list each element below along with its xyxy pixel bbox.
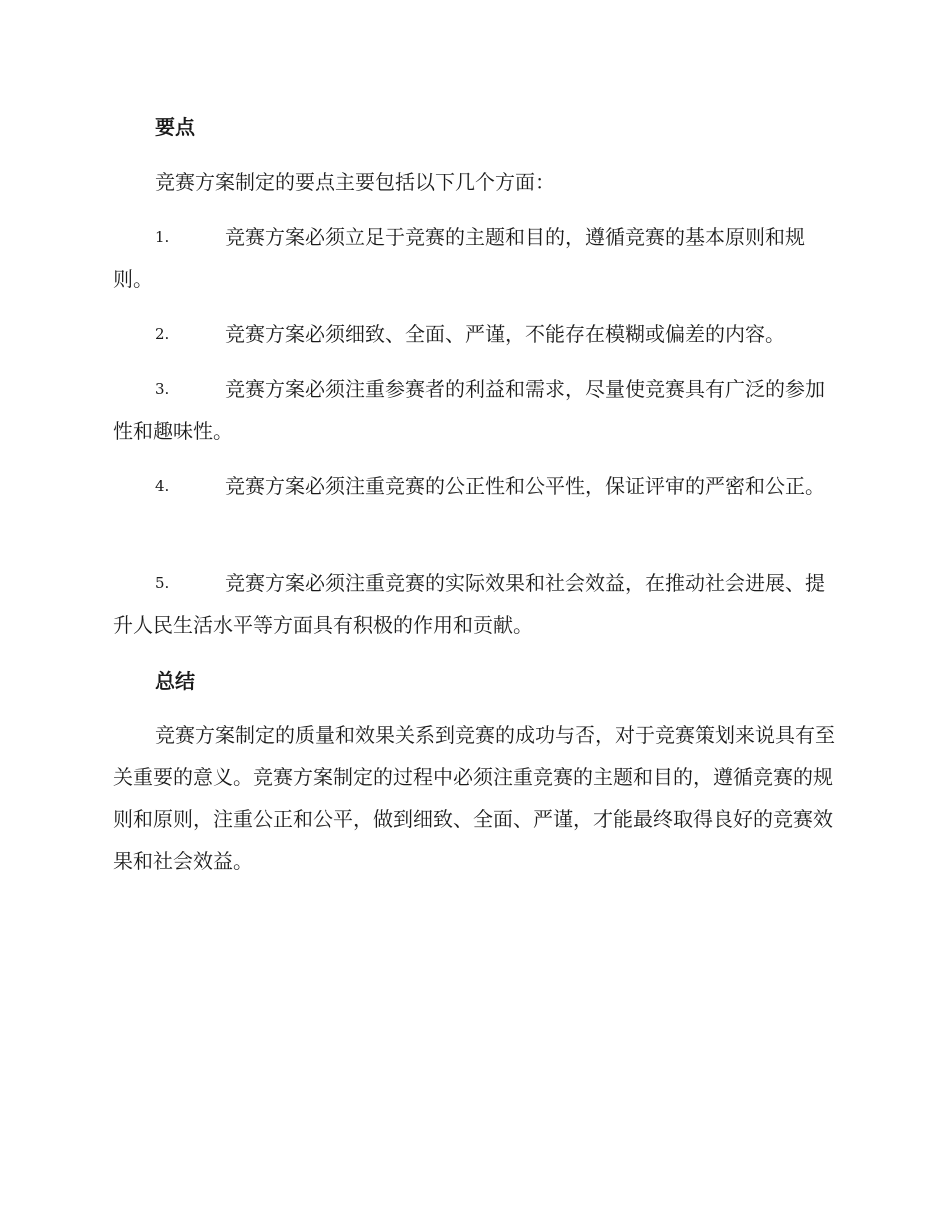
list-item-number: 3. xyxy=(155,380,170,398)
list-item-number: 2. xyxy=(155,325,170,343)
list-item xyxy=(113,465,838,507)
list-item xyxy=(113,313,838,355)
list-item-number: 4. xyxy=(155,477,170,495)
list-item-text: 竞赛方案必须立足于竞赛的主题和目的，遵循竞赛的基本原则和规则。 xyxy=(113,225,805,291)
section-heading-key-points: 要点 xyxy=(155,115,195,139)
intro-paragraph: 竞赛方案制定的要点主要包括以下几个方面： xyxy=(155,170,555,194)
summary-paragraph: 竞赛方案制定的质量和效果关系到竞赛的成功与否，对于竞赛策划来说具有至关重要的意义。竞赛方案制定的过程中必须注重竞赛的主题和目的，遵循竞赛的规则和原则，注重公正和公平，做到细致、全面、严谨，才能最终取得良好的竞赛效果和社会效益。 xyxy=(113,723,835,873)
list-item-text: 竞赛方案必须细致、全面、严谨，不能存在模糊或偏差的内容。 xyxy=(225,322,785,346)
list-item-number: 5. xyxy=(155,574,170,592)
list-item xyxy=(113,368,838,452)
list-item-number: 1. xyxy=(155,228,170,246)
list-item-text: 竞赛方案必须注重竞赛的公正性和公平性，保证评审的严密和公正。 xyxy=(225,474,825,498)
list-item xyxy=(113,216,838,300)
list-item xyxy=(113,562,838,646)
list-item-text: 竞赛方案必须注重竞赛的实际效果和社会效益，在推动社会进展、提升人民生活水平等方面具有积极的作用和贡献。 xyxy=(113,571,825,637)
list-item-text: 竞赛方案必须注重参赛者的利益和需求，尽量使竞赛具有广泛的参加性和趣味性。 xyxy=(113,377,825,443)
section-heading-summary: 总结 xyxy=(155,669,195,693)
